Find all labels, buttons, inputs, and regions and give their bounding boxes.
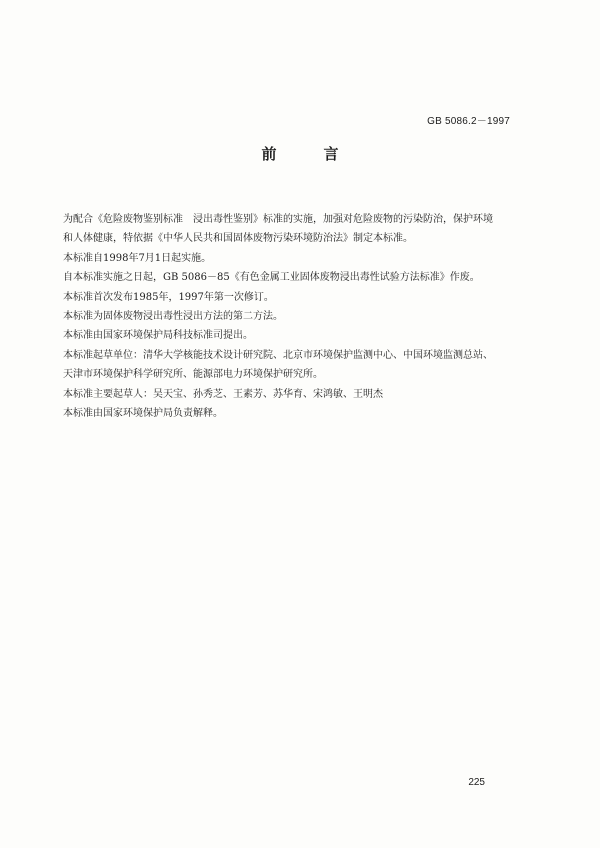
paragraph-effective-date: 本标准自1998年7月1日起实施。: [63, 252, 212, 264]
paragraph-interpretation: 本标准由国家环境保护局负责解释。: [63, 408, 223, 420]
page-title: 前 言: [261, 145, 355, 163]
paragraph-superseded: 自本标准实施之日起，GB 5086－85《有色金属工业固体废物浸出毒性试验方法标准》作废。: [63, 272, 480, 284]
page-number: 225: [468, 777, 485, 788]
standard-code: GB 5086.2－1997: [427, 116, 510, 127]
paragraph-method: 本标准为固体废物浸出毒性浸出方法的第二方法。: [63, 311, 283, 323]
paragraph-drafting-units: 本标准起草单位：清华大学核能技术设计研究院、北京市环境保护监测中心、中国环境监测总站、天津市环境保护科学研究所、能源部电力环境保护研究所。: [63, 349, 493, 381]
paragraph-purpose: 为配合《危险废物鉴别标准 浸出毒性鉴别》标准的实施，加强对危险废物的污染防治，保护环境和人体健康，特依据《中华人民共和国固体废物污染环境防治法》制定本标准。: [63, 214, 493, 245]
paragraph-first-issued: 本标准首次发布1985年，1997年第一次修订。: [63, 291, 274, 303]
paragraph-drafters: 本标准主要起草人：吴天宝、孙秀芝、王素芳、苏华育、宋鸿敏、王明杰: [63, 388, 383, 400]
paragraph-proposed-by: 本标准由国家环境保护局科技标准司提出。: [63, 330, 253, 342]
preface-body: [63, 210, 495, 423]
